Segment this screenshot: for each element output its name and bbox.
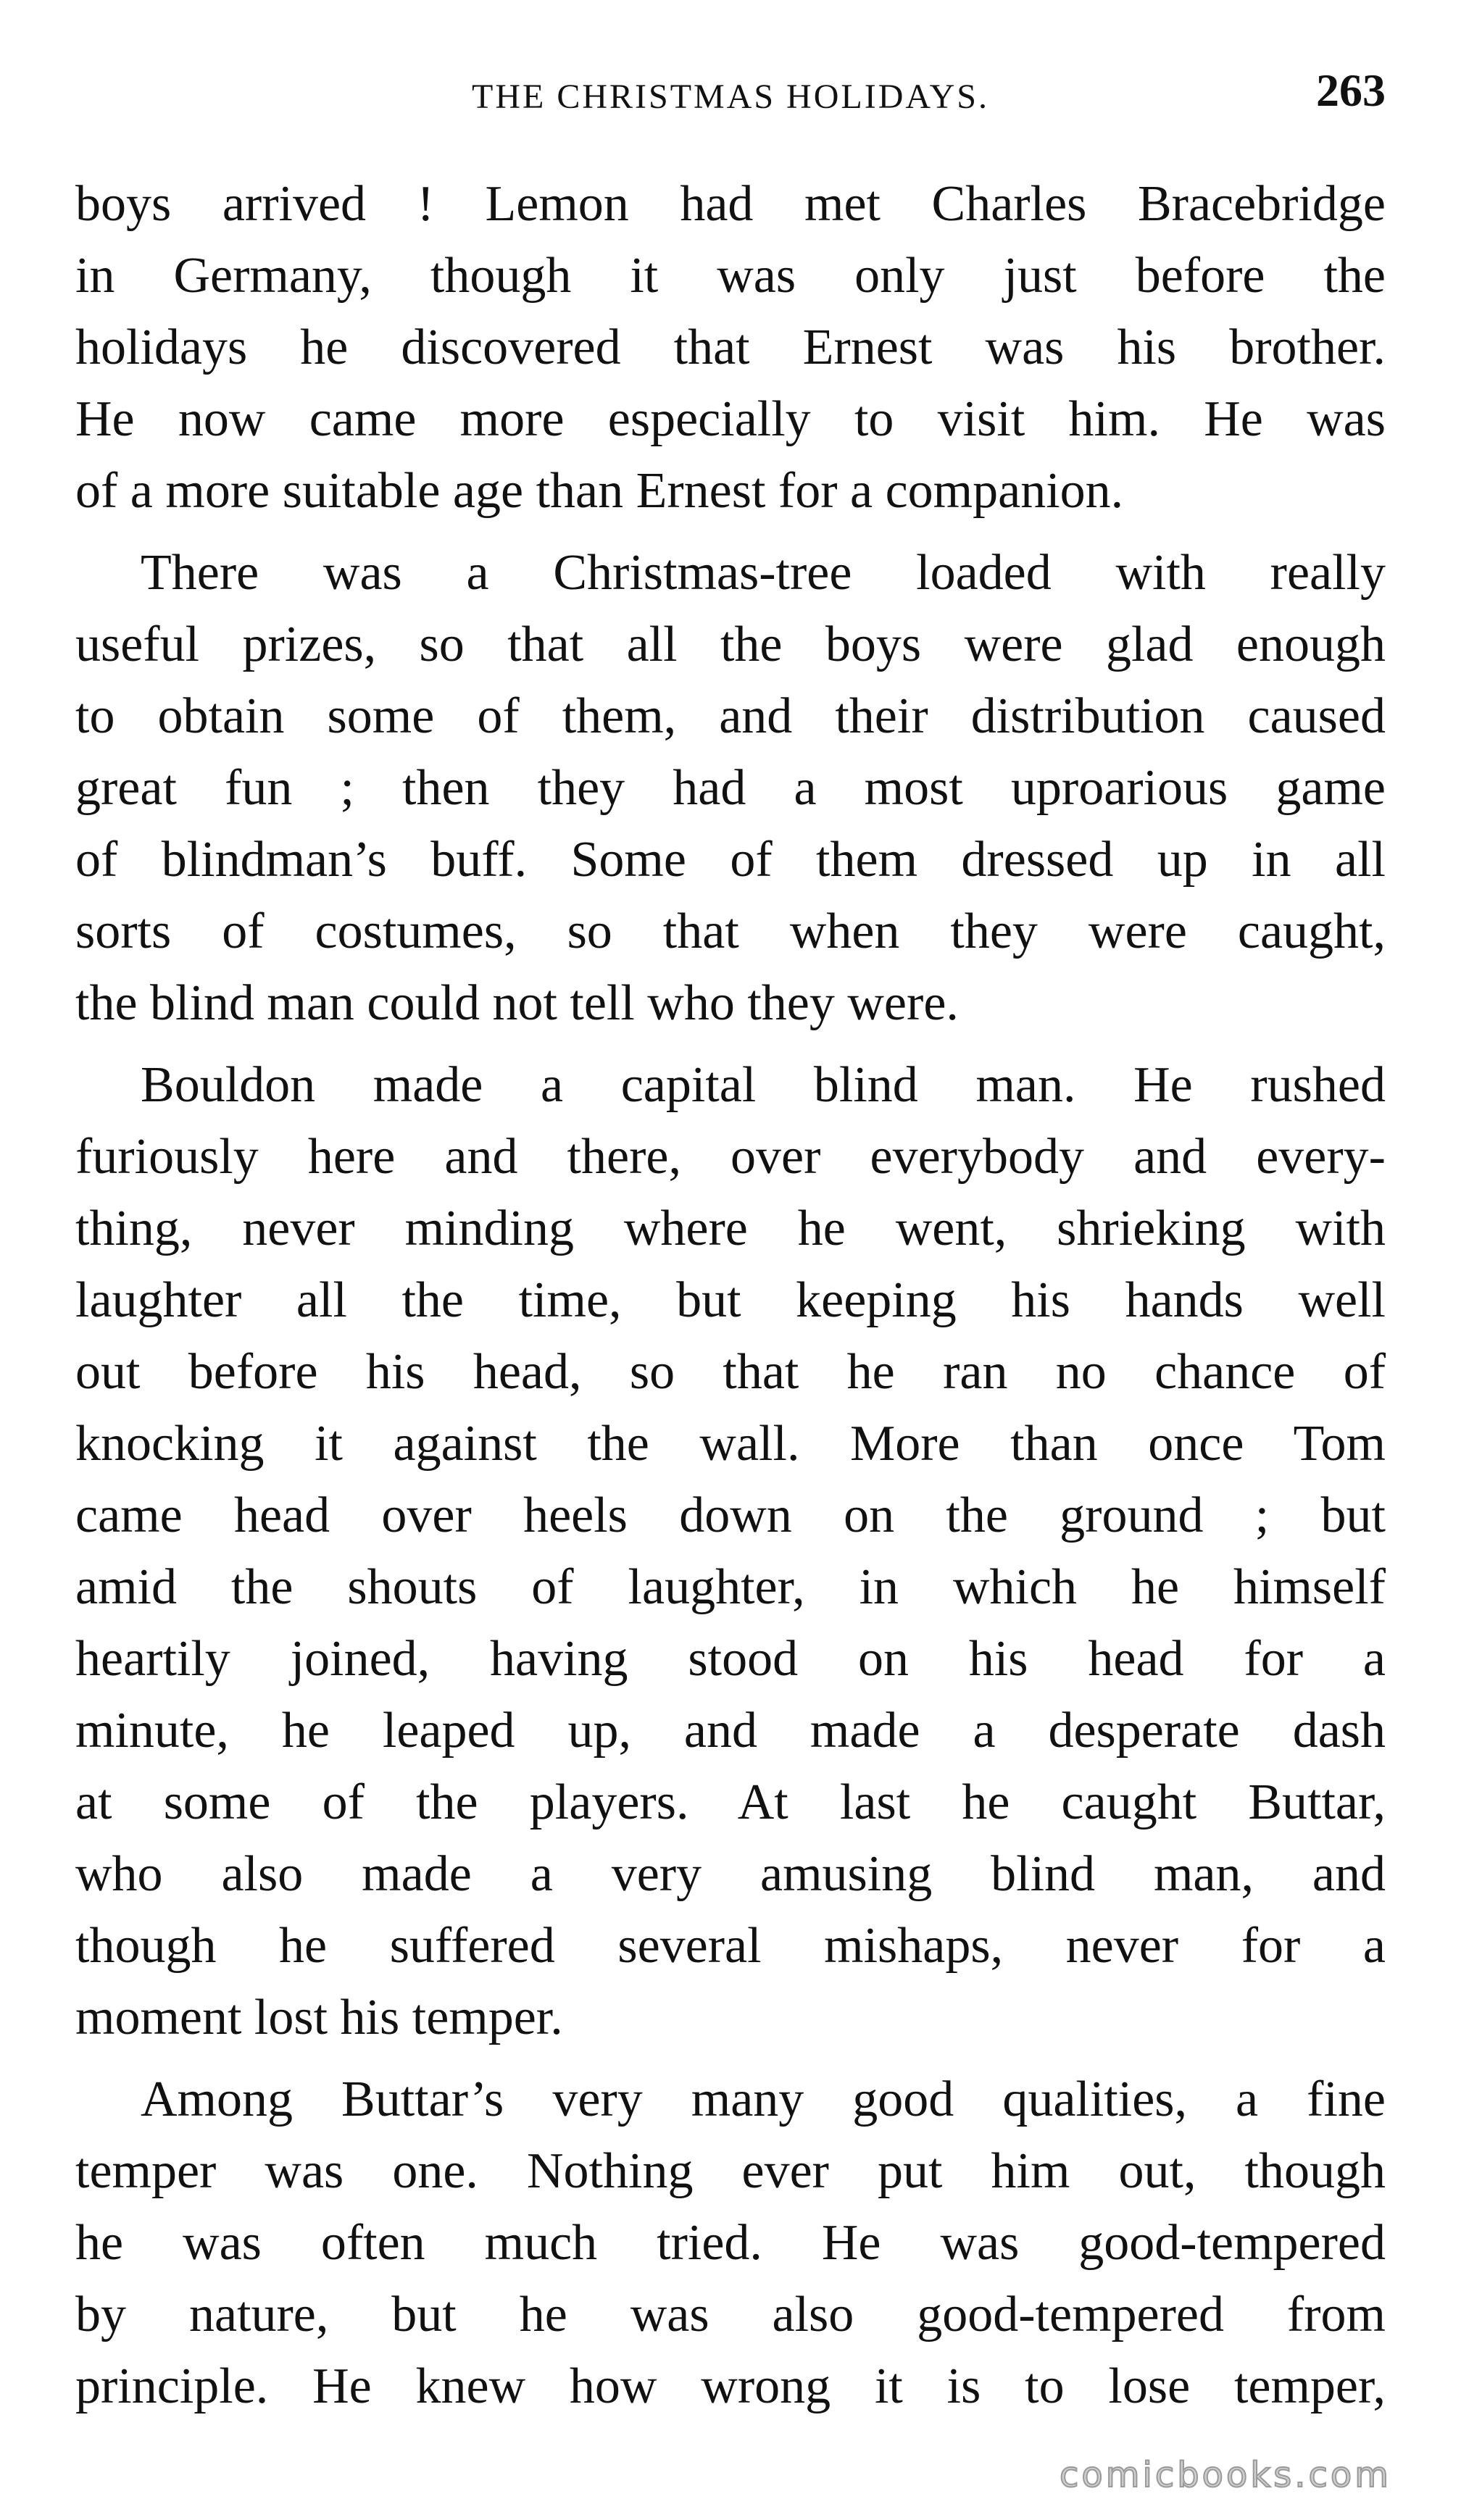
text-line: There was a Christmas-tree loaded with really xyxy=(141,545,1386,601)
text-line: heartily joined, having stood on his head for a xyxy=(75,1631,1386,1687)
text-line: furiously here and there, over everybody and every- xyxy=(75,1129,1386,1185)
text-line: in Germany, though it was only just before the xyxy=(75,248,1386,304)
text-line: though he suffered several mishaps, never for a xyxy=(75,1918,1386,1974)
body-text xyxy=(75,168,1386,2432)
text-line: useful prizes, so that all the boys were glad enough xyxy=(75,617,1386,672)
text-line: of a more suitable age than Ernest for a companion. xyxy=(75,463,1124,519)
text-line: who also made a very amusing blind man, and xyxy=(75,1846,1386,1902)
paragraph-2 xyxy=(75,537,1386,1039)
text-line: by nature, but he was also good-tempered from xyxy=(75,2287,1386,2342)
text-line: boys arrived ! Lemon had met Charles Bracebridge xyxy=(75,176,1386,232)
text-line: the blind man could not tell who they were. xyxy=(75,975,959,1031)
text-line: holidays he discovered that Ernest was his brother. xyxy=(75,320,1386,375)
text-line: moment lost his temper. xyxy=(75,1990,563,2045)
text-line: He now came more especially to visit him. He was xyxy=(75,391,1386,447)
text-line: came head over heels down on the ground ; but xyxy=(75,1488,1386,1543)
running-title: THE CHRISTMAS HOLIDAYS. xyxy=(472,78,989,116)
paragraph-3 xyxy=(75,1049,1386,2053)
text-line: out before his head, so that he ran no chance of xyxy=(75,1344,1386,1400)
text-line: principle. He knew how wrong it is to lose temper, xyxy=(75,2358,1386,2414)
text-line: at some of the players. At last he caught Buttar, xyxy=(75,1774,1386,1830)
running-head xyxy=(75,64,1386,129)
text-line: to obtain some of them, and their distribution caused xyxy=(75,688,1386,744)
text-line: Bouldon made a capital blind man. He rushed xyxy=(141,1057,1386,1113)
paragraph-1 xyxy=(75,168,1386,527)
paragraph-4 xyxy=(75,2064,1386,2422)
text-line: Among Buttar’s very many good qualities, a fine xyxy=(141,2072,1386,2127)
text-line: temper was one. Nothing ever put him out, though xyxy=(75,2143,1386,2199)
text-line: great fun ; then they had a most uproarious game xyxy=(75,760,1386,816)
text-line: he was often much tried. He was good-tempered xyxy=(75,2215,1386,2271)
text-line: of blindman’s buff. Some of them dressed up in all xyxy=(75,832,1386,888)
text-line: thing, never minding where he went, shrieking with xyxy=(75,1201,1386,1256)
text-line: amid the shouts of laughter, in which he himself xyxy=(75,1559,1386,1615)
text-line: minute, he leaped up, and made a desperate dash xyxy=(75,1703,1386,1758)
text-line: knocking it against the wall. More than once Tom xyxy=(75,1416,1386,1472)
page-number: 263 xyxy=(1316,64,1386,116)
watermark-text: comicbooks.com xyxy=(1059,2455,1391,2495)
text-line: sorts of costumes, so that when they were caught, xyxy=(75,904,1386,959)
text-line: laughter all the time, but keeping his hands well xyxy=(75,1272,1386,1328)
